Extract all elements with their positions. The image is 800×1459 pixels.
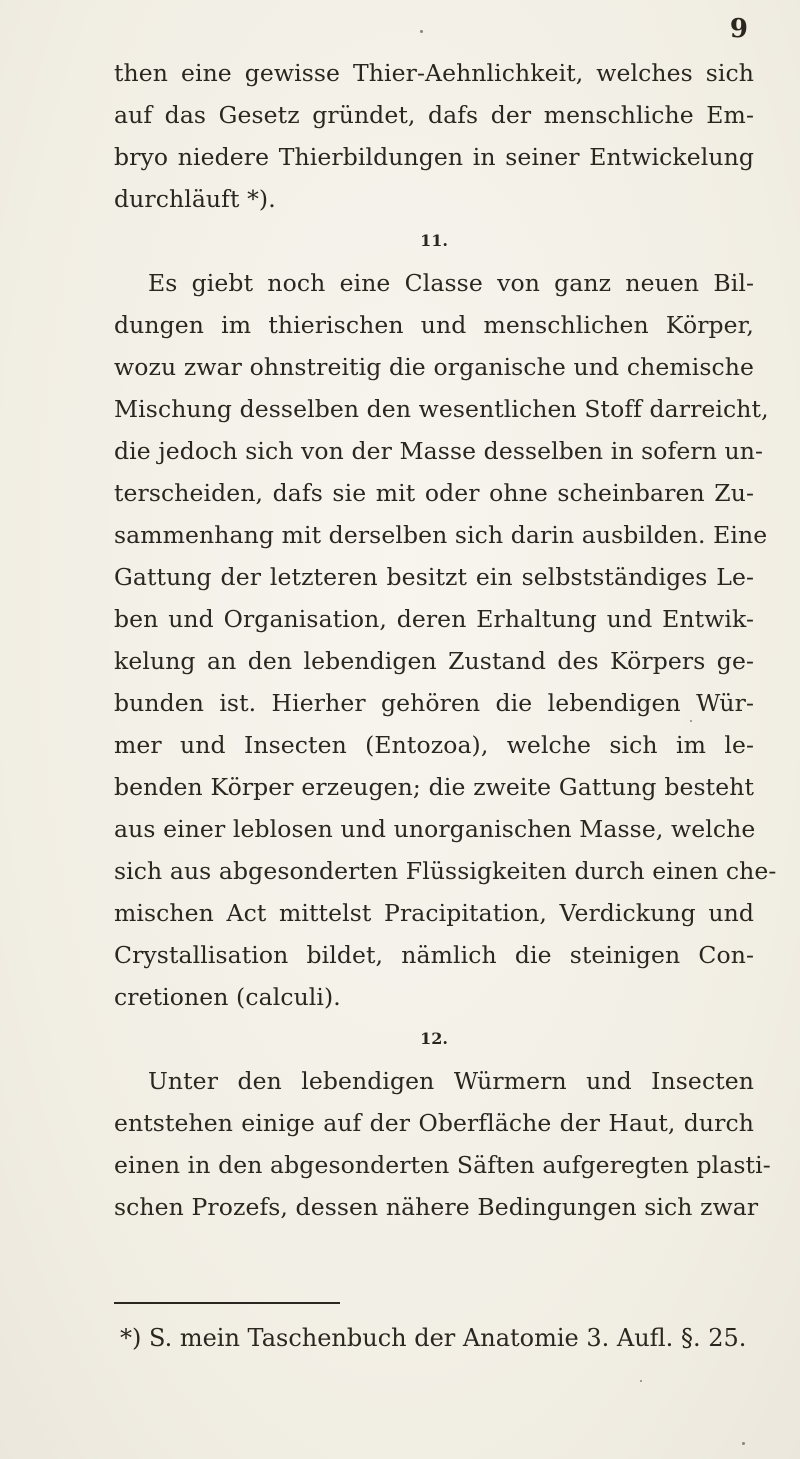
text-line: ben und Organisation, deren Erhaltung und Entwik- <box>114 605 754 633</box>
text-line: die jedoch sich von der Masse desselben in sofern un- <box>114 437 764 465</box>
footnote-divider <box>114 1302 340 1304</box>
text-line: dungen im thierischen und menschlichen Körper, <box>114 311 754 339</box>
text-line: mer und Insecten (Entozoa), welche sich im le- <box>114 731 754 759</box>
text-line: entstehen einige auf der Oberfläche der Haut, durch <box>114 1109 754 1137</box>
text-line: Crystallisation bildet, nämlich die steinigen Con- <box>114 941 754 969</box>
paper-speck <box>420 30 423 33</box>
footnote: *) S. mein Taschenbuch der Anatomie 3. Aufl. §. 25. <box>120 1324 747 1352</box>
section-number-12: 12. <box>420 1029 448 1048</box>
text-line: benden Körper erzeugen; die zweite Gattung besteht <box>114 773 754 801</box>
text-line: bunden ist. Hierher gehören die lebendigen Wür- <box>114 689 754 717</box>
text-line: cretionen (calculi). <box>114 983 341 1011</box>
text-line: sich aus abgesonderten Flüssigkeiten durch einen che- <box>114 857 777 885</box>
section-number-11: 11. <box>420 231 448 250</box>
text-line: mischen Act mittelst Pracipitation, Verdickung und <box>114 899 754 927</box>
paper-speck <box>742 1442 745 1445</box>
text-line: wozu zwar ohnstreitig die organische und chemische <box>114 353 754 381</box>
text-line: kelung an den lebendigen Zustand des Körpers ge- <box>114 647 754 675</box>
body-text <box>114 52 777 1228</box>
text-line: bryo niedere Thierbildungen in seiner Entwickelung <box>114 143 754 171</box>
text-line: Mischung desselben den wesentlichen Stoff darreicht, <box>114 395 769 423</box>
text-line: then eine gewisse Thier-Aehnlichkeit, welches sich <box>114 59 754 87</box>
text-line: Es giebt noch eine Classe von ganz neuen Bil- <box>148 269 754 297</box>
text-line: Gattung der letzteren besitzt ein selbstständiges Le- <box>114 563 754 591</box>
text-line: schen Prozefs, dessen nähere Bedingungen sich zwar <box>114 1193 759 1221</box>
text-line: Unter den lebendigen Würmern und Insecten <box>148 1067 754 1095</box>
text-line: durchläuft *). <box>114 185 276 213</box>
page-number: 9 <box>729 14 748 44</box>
text-line: terscheiden, dafs sie mit oder ohne scheinbaren Zu- <box>114 479 754 507</box>
paper-speck <box>640 1380 642 1382</box>
text-line: einen in den abgesonderten Säften aufgeregten plasti- <box>114 1151 771 1179</box>
paper-speck <box>690 720 692 722</box>
text-line: aus einer leblosen und unorganischen Masse, welche <box>114 815 756 843</box>
text-line: auf das Gesetz gründet, dafs der menschliche Em- <box>114 101 754 129</box>
text-line: sammenhang mit derselben sich darin ausbilden. Eine <box>114 521 768 549</box>
